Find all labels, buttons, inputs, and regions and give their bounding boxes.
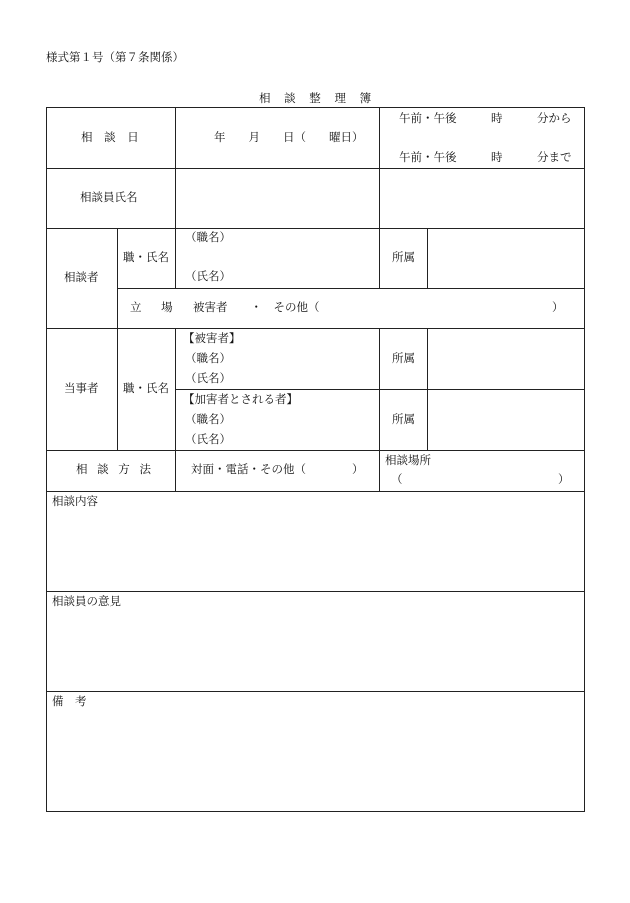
consultant-name-field: （氏名）	[185, 269, 231, 283]
consultant-label: 相談者	[64, 270, 99, 284]
column-divider	[379, 328, 380, 450]
perpetrator-name-field: （氏名）	[185, 432, 231, 446]
consultant-affiliation-label: 所属	[392, 250, 415, 264]
consultant-title-name-label: 職・氏名	[123, 250, 169, 264]
column-divider	[379, 107, 380, 289]
victim-job-title-field: （職名）	[185, 351, 231, 365]
consultant-position-close: ）	[552, 300, 564, 314]
consultant-job-title-field: （職名）	[185, 230, 231, 244]
consultation-date-label: 相 談 日	[81, 130, 143, 144]
consultant-position-options: 被害者 ・ その他（	[193, 300, 320, 314]
column-divider	[117, 228, 118, 450]
row-divider	[46, 228, 585, 229]
parties-label: 当事者	[64, 381, 99, 395]
opinion-label: 相談員の意見	[52, 594, 121, 608]
perpetrator-header: 【加害者とされる者】	[183, 392, 298, 406]
perpetrator-job-title-field: （職名）	[185, 412, 231, 426]
method-options: 対面・電話・その他（ ）	[191, 462, 364, 476]
column-divider	[175, 107, 176, 289]
column-divider	[175, 328, 176, 491]
row-divider	[175, 389, 585, 390]
column-divider	[427, 328, 428, 450]
form-table	[46, 107, 585, 812]
form-number: 様式第１号（第７条関係）	[46, 50, 184, 64]
place-close: ）	[558, 472, 570, 486]
counselor-name-label: 相談員氏名	[80, 190, 138, 204]
row-divider	[46, 328, 585, 329]
place-label: 相談場所	[385, 453, 431, 467]
consultant-position-label: 立 場	[130, 300, 181, 314]
form-title: 相 談 整 理 簿	[259, 91, 377, 105]
column-divider	[379, 450, 380, 491]
end-time-field: 午前・午後 時 分まで	[399, 150, 572, 164]
row-divider	[117, 288, 585, 289]
row-divider	[46, 591, 585, 592]
row-divider	[46, 491, 585, 492]
method-label: 相 談 方 法	[76, 462, 154, 476]
victim-header: 【被害者】	[183, 331, 241, 345]
row-divider	[46, 450, 585, 451]
row-divider	[46, 168, 585, 169]
content-label: 相談内容	[52, 494, 98, 508]
parties-title-name-label: 職・氏名	[123, 381, 169, 395]
row-divider	[46, 691, 585, 692]
victim-name-field: （氏名）	[185, 371, 231, 385]
place-open: （	[391, 472, 403, 486]
column-divider	[427, 228, 428, 289]
consultation-date-field: 年 月 日（ 曜日）	[214, 130, 364, 144]
remarks-label: 備 考	[52, 694, 87, 708]
victim-affiliation-label: 所属	[392, 351, 415, 365]
start-time-field: 午前・午後 時 分から	[399, 111, 572, 125]
perpetrator-affiliation-label: 所属	[392, 412, 415, 426]
